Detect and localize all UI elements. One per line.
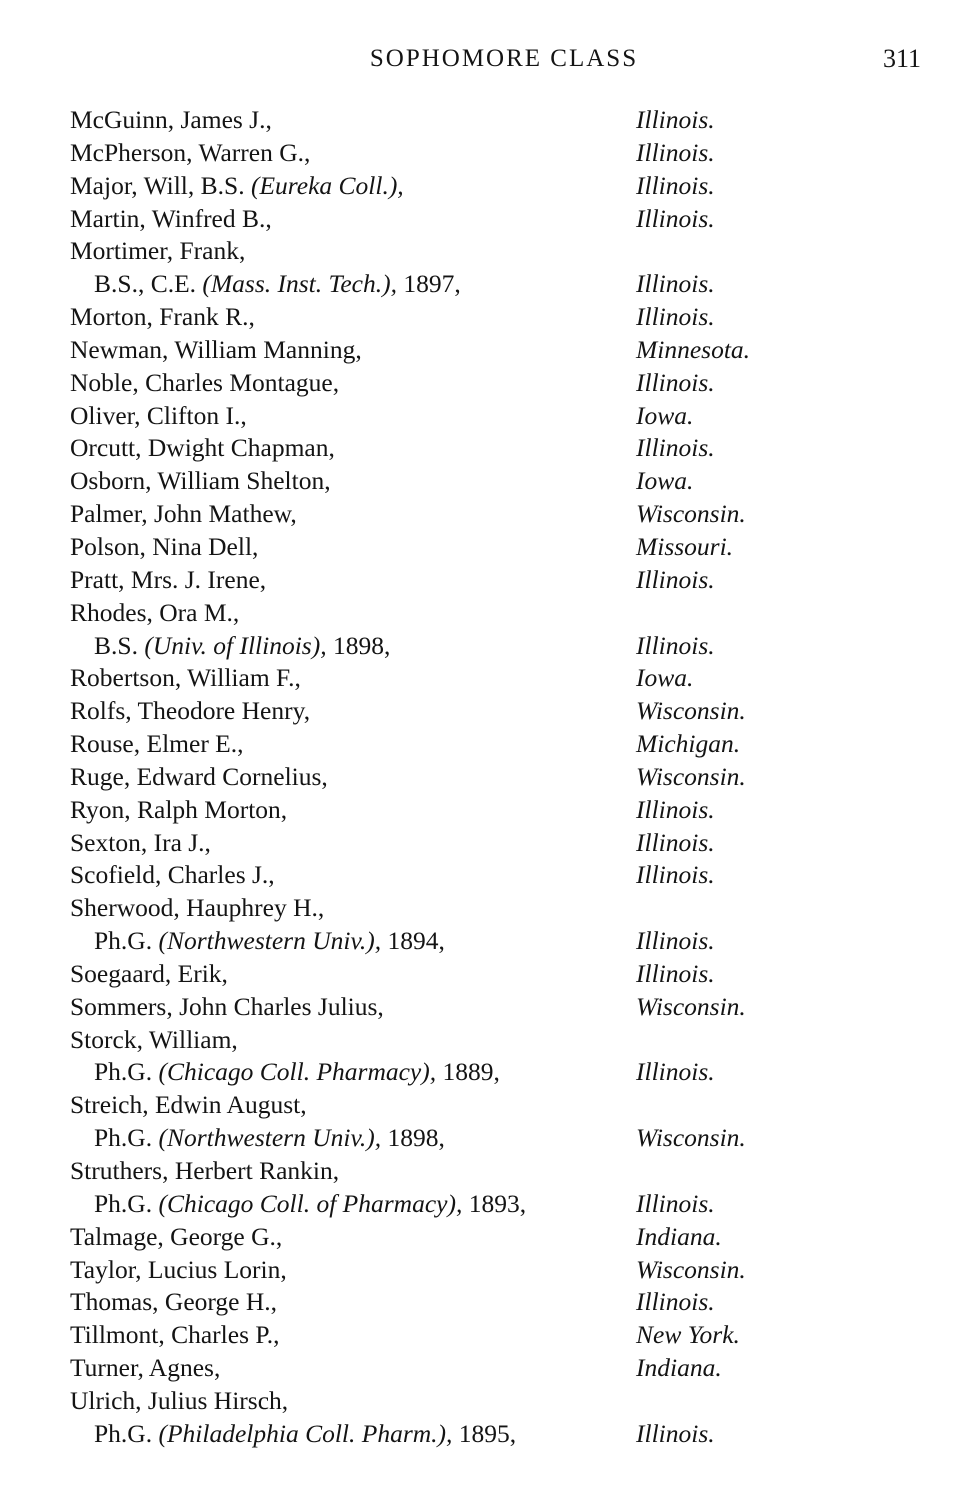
entry-row: [70, 367, 950, 400]
student-name: [70, 564, 266, 597]
home-state: Wisconsin.: [636, 761, 746, 791]
entry-row: [70, 695, 950, 728]
student-name: [70, 137, 310, 170]
home-state: Illinois.: [636, 1418, 715, 1448]
name-text: Struthers, Herbert Rankin,: [70, 1156, 340, 1185]
degree-year: 1889,: [442, 1057, 500, 1087]
name-text: Ryon, Ralph Morton,: [70, 794, 288, 824]
name-text: Streich, Edwin August,: [70, 1090, 307, 1120]
institution: (Eureka Coll.),: [250, 170, 404, 200]
home-state: Iowa.: [636, 466, 694, 496]
degree-text: [94, 1056, 500, 1089]
home-state: Illinois.: [636, 564, 715, 594]
name-text: Talmage, George G.,: [70, 1221, 283, 1251]
degree-text: [94, 1188, 526, 1221]
student-name: [70, 662, 301, 695]
degree-year: 1898,: [387, 1123, 445, 1153]
entry-degree-line: [70, 630, 950, 663]
name-text: McGuinn, James J.,: [70, 105, 272, 134]
entry-row: [70, 662, 950, 695]
degree: B.S., C.E.: [94, 269, 197, 299]
student-name: [70, 235, 245, 268]
name-text: Martin, Winfred B.,: [70, 203, 272, 233]
student-name: [70, 761, 328, 794]
name-text: Storck, William,: [70, 1024, 238, 1054]
name-text: Rouse, Elmer E.,: [70, 729, 244, 759]
entry-row: [70, 465, 950, 498]
home-state: Iowa.: [636, 400, 694, 430]
home-state: Illinois.: [636, 1188, 715, 1218]
name-text: Morton, Frank R.,: [70, 302, 255, 332]
name-text: Turner, Agnes,: [70, 1353, 221, 1383]
institution: (Philadelphia Coll. Pharm.),: [158, 1418, 453, 1448]
entry-degree-line: [70, 1418, 950, 1451]
home-state: Illinois.: [636, 269, 715, 299]
degree: Ph.G.: [94, 1188, 153, 1218]
entry-row: [70, 170, 950, 203]
name-text: Orcutt, Dwight Chapman,: [70, 433, 335, 463]
home-state: Wisconsin.: [636, 499, 746, 529]
name-text: Noble, Charles Montague,: [70, 367, 340, 397]
entry-degree-line: [70, 1056, 950, 1089]
student-name: [70, 531, 258, 564]
entry-row: [70, 1155, 950, 1188]
student-name: [70, 1089, 307, 1122]
entry-row: [70, 892, 950, 925]
entry-row: [70, 761, 950, 794]
student-name: [70, 170, 404, 203]
degree-year: 1897,: [403, 269, 461, 299]
name-text: Scofield, Charles J.,: [70, 860, 275, 890]
home-state: Illinois.: [636, 630, 715, 660]
entry-row: [70, 859, 950, 892]
institution: (Chicago Coll. Pharmacy),: [158, 1057, 437, 1087]
home-state: Illinois.: [636, 302, 715, 332]
home-state: Illinois.: [636, 827, 715, 857]
page-header: [0, 44, 977, 78]
entry-row: [70, 104, 950, 137]
home-state: Wisconsin.: [636, 1254, 746, 1284]
student-name: [70, 1319, 279, 1352]
degree: B.S.: [94, 630, 138, 660]
entry-row: [70, 728, 950, 761]
home-state: Missouri.: [636, 531, 734, 561]
entry-row: [70, 794, 950, 827]
degree-year: 1893,: [468, 1188, 527, 1218]
name-text: Rhodes, Ora M.,: [70, 597, 240, 627]
home-state: Wisconsin.: [636, 991, 746, 1021]
name-text: Oliver, Clifton I.,: [70, 400, 247, 430]
student-name: [70, 465, 331, 498]
student-name: [70, 1024, 238, 1057]
page-number: 311: [882, 44, 921, 73]
institution: (Chicago Coll. of Pharmacy),: [158, 1188, 463, 1218]
student-name: [70, 498, 297, 531]
entry-row: [70, 564, 950, 597]
student-name: [70, 400, 247, 433]
name-text: Polson, Nina Dell,: [70, 531, 259, 561]
degree-text: [94, 925, 445, 958]
entry-row: [70, 334, 950, 367]
student-name: [70, 1254, 287, 1287]
home-state: Iowa.: [636, 663, 694, 693]
name-text: Robertson, William F.,: [70, 663, 301, 693]
student-name: [70, 203, 272, 236]
home-state: Minnesota.: [636, 334, 751, 364]
entry-row: [70, 137, 950, 170]
degree-year: 1898,: [332, 630, 391, 660]
name-text: Sommers, John Charles Julius,: [70, 991, 384, 1021]
home-state: New York.: [636, 1320, 740, 1350]
institution: (Mass. Inst. Tech.),: [202, 269, 397, 299]
home-state: Indiana.: [636, 1221, 722, 1251]
home-state: Illinois.: [636, 433, 715, 463]
home-state: Illinois.: [636, 367, 715, 397]
name-text: Osborn, William Shelton,: [70, 466, 331, 496]
home-state: Illinois.: [636, 958, 715, 988]
home-state: Illinois.: [636, 1057, 715, 1087]
entry-row: [70, 1024, 950, 1057]
degree: Ph.G.: [94, 1123, 153, 1153]
entry-degree-line: [70, 1122, 950, 1155]
degree-text: [94, 630, 390, 663]
student-name: [70, 827, 211, 860]
home-state: Illinois.: [636, 170, 715, 200]
home-state: Illinois.: [636, 926, 715, 956]
degree-text: [94, 268, 461, 301]
student-name: [70, 794, 287, 827]
student-name: [70, 432, 335, 465]
entry-row: [70, 597, 950, 630]
institution: (Northwestern Univ.),: [158, 1123, 382, 1153]
student-name: [70, 728, 244, 761]
name-text: Rolfs, Theodore Henry,: [70, 696, 311, 726]
name-text: Thomas, George H.,: [70, 1287, 278, 1317]
degree-year: 1894,: [387, 926, 445, 956]
home-state: Indiana.: [636, 1353, 722, 1383]
name-text: Tillmont, Charles P.,: [70, 1320, 280, 1350]
student-name: [70, 892, 324, 925]
student-name: [70, 1286, 277, 1319]
student-name: [70, 1352, 220, 1385]
home-state: Illinois.: [636, 1287, 715, 1317]
home-state: Illinois.: [636, 203, 715, 233]
student-name: [70, 991, 384, 1024]
student-name: [70, 695, 310, 728]
student-name: [70, 301, 255, 334]
institution: (Northwestern Univ.),: [158, 926, 382, 956]
name-text: Sexton, Ira J.,: [70, 827, 211, 857]
entry-row: [70, 1352, 950, 1385]
degree: Ph.G.: [94, 926, 153, 956]
name-text: Mortimer, Frank,: [70, 236, 246, 266]
name-text: Soegaard, Erik,: [70, 958, 228, 988]
student-name: [70, 958, 228, 991]
entry-row: [70, 301, 950, 334]
institution: (Univ. of Illinois),: [144, 630, 327, 660]
entry-row: [70, 203, 950, 236]
degree-text: [94, 1418, 516, 1451]
name-text: Taylor, Lucius Lorin,: [70, 1254, 287, 1284]
name-text: Palmer, John Mathew,: [70, 499, 297, 529]
student-name: [70, 1221, 282, 1254]
home-state: Wisconsin.: [636, 1123, 746, 1153]
entry-row: [70, 432, 950, 465]
entry-row: [70, 531, 950, 564]
student-roster: [70, 104, 950, 1451]
name-text: Newman, William Manning,: [70, 334, 362, 364]
home-state: Wisconsin.: [636, 696, 746, 726]
name-text: Major, Will, B.S.: [70, 170, 245, 200]
entry-row: [70, 827, 950, 860]
student-name: [70, 1385, 288, 1418]
student-name: [70, 367, 339, 400]
entry-row: [70, 1319, 950, 1352]
name-text: McPherson, Warren G.,: [70, 137, 311, 167]
name-text: Sherwood, Hauphrey H.,: [70, 893, 325, 923]
entry-degree-line: [70, 1188, 950, 1221]
entry-row: [70, 991, 950, 1024]
degree-text: [94, 1122, 445, 1155]
home-state: Illinois.: [636, 794, 715, 824]
student-name: [70, 1155, 339, 1188]
entry-row: [70, 1254, 950, 1287]
student-name: [70, 597, 239, 630]
entry-row: [70, 1385, 950, 1418]
degree-year: 1895,: [458, 1418, 517, 1448]
name-text: Pratt, Mrs. J. Irene,: [70, 564, 267, 594]
entry-degree-line: [70, 268, 950, 301]
student-name: [70, 859, 275, 892]
page-title: SOPHOMORE CLASS: [369, 45, 639, 72]
entry-row: [70, 1221, 950, 1254]
entry-row: [70, 498, 950, 531]
entry-row: [70, 235, 950, 268]
home-state: Illinois.: [636, 137, 715, 167]
entry-row: [70, 400, 950, 433]
entry-row: [70, 958, 950, 991]
entry-degree-line: [70, 925, 950, 958]
home-state: Michigan.: [636, 729, 741, 759]
degree: Ph.G.: [94, 1418, 153, 1448]
name-text: Ruge, Edward Cornelius,: [70, 761, 328, 791]
student-name: [70, 104, 272, 137]
name-text: Ulrich, Julius Hirsch,: [70, 1385, 289, 1415]
home-state: Illinois.: [636, 105, 715, 134]
degree: Ph.G.: [94, 1057, 153, 1087]
entry-row: [70, 1286, 950, 1319]
student-name: [70, 334, 362, 367]
home-state: Illinois.: [636, 860, 715, 890]
entry-row: [70, 1089, 950, 1122]
